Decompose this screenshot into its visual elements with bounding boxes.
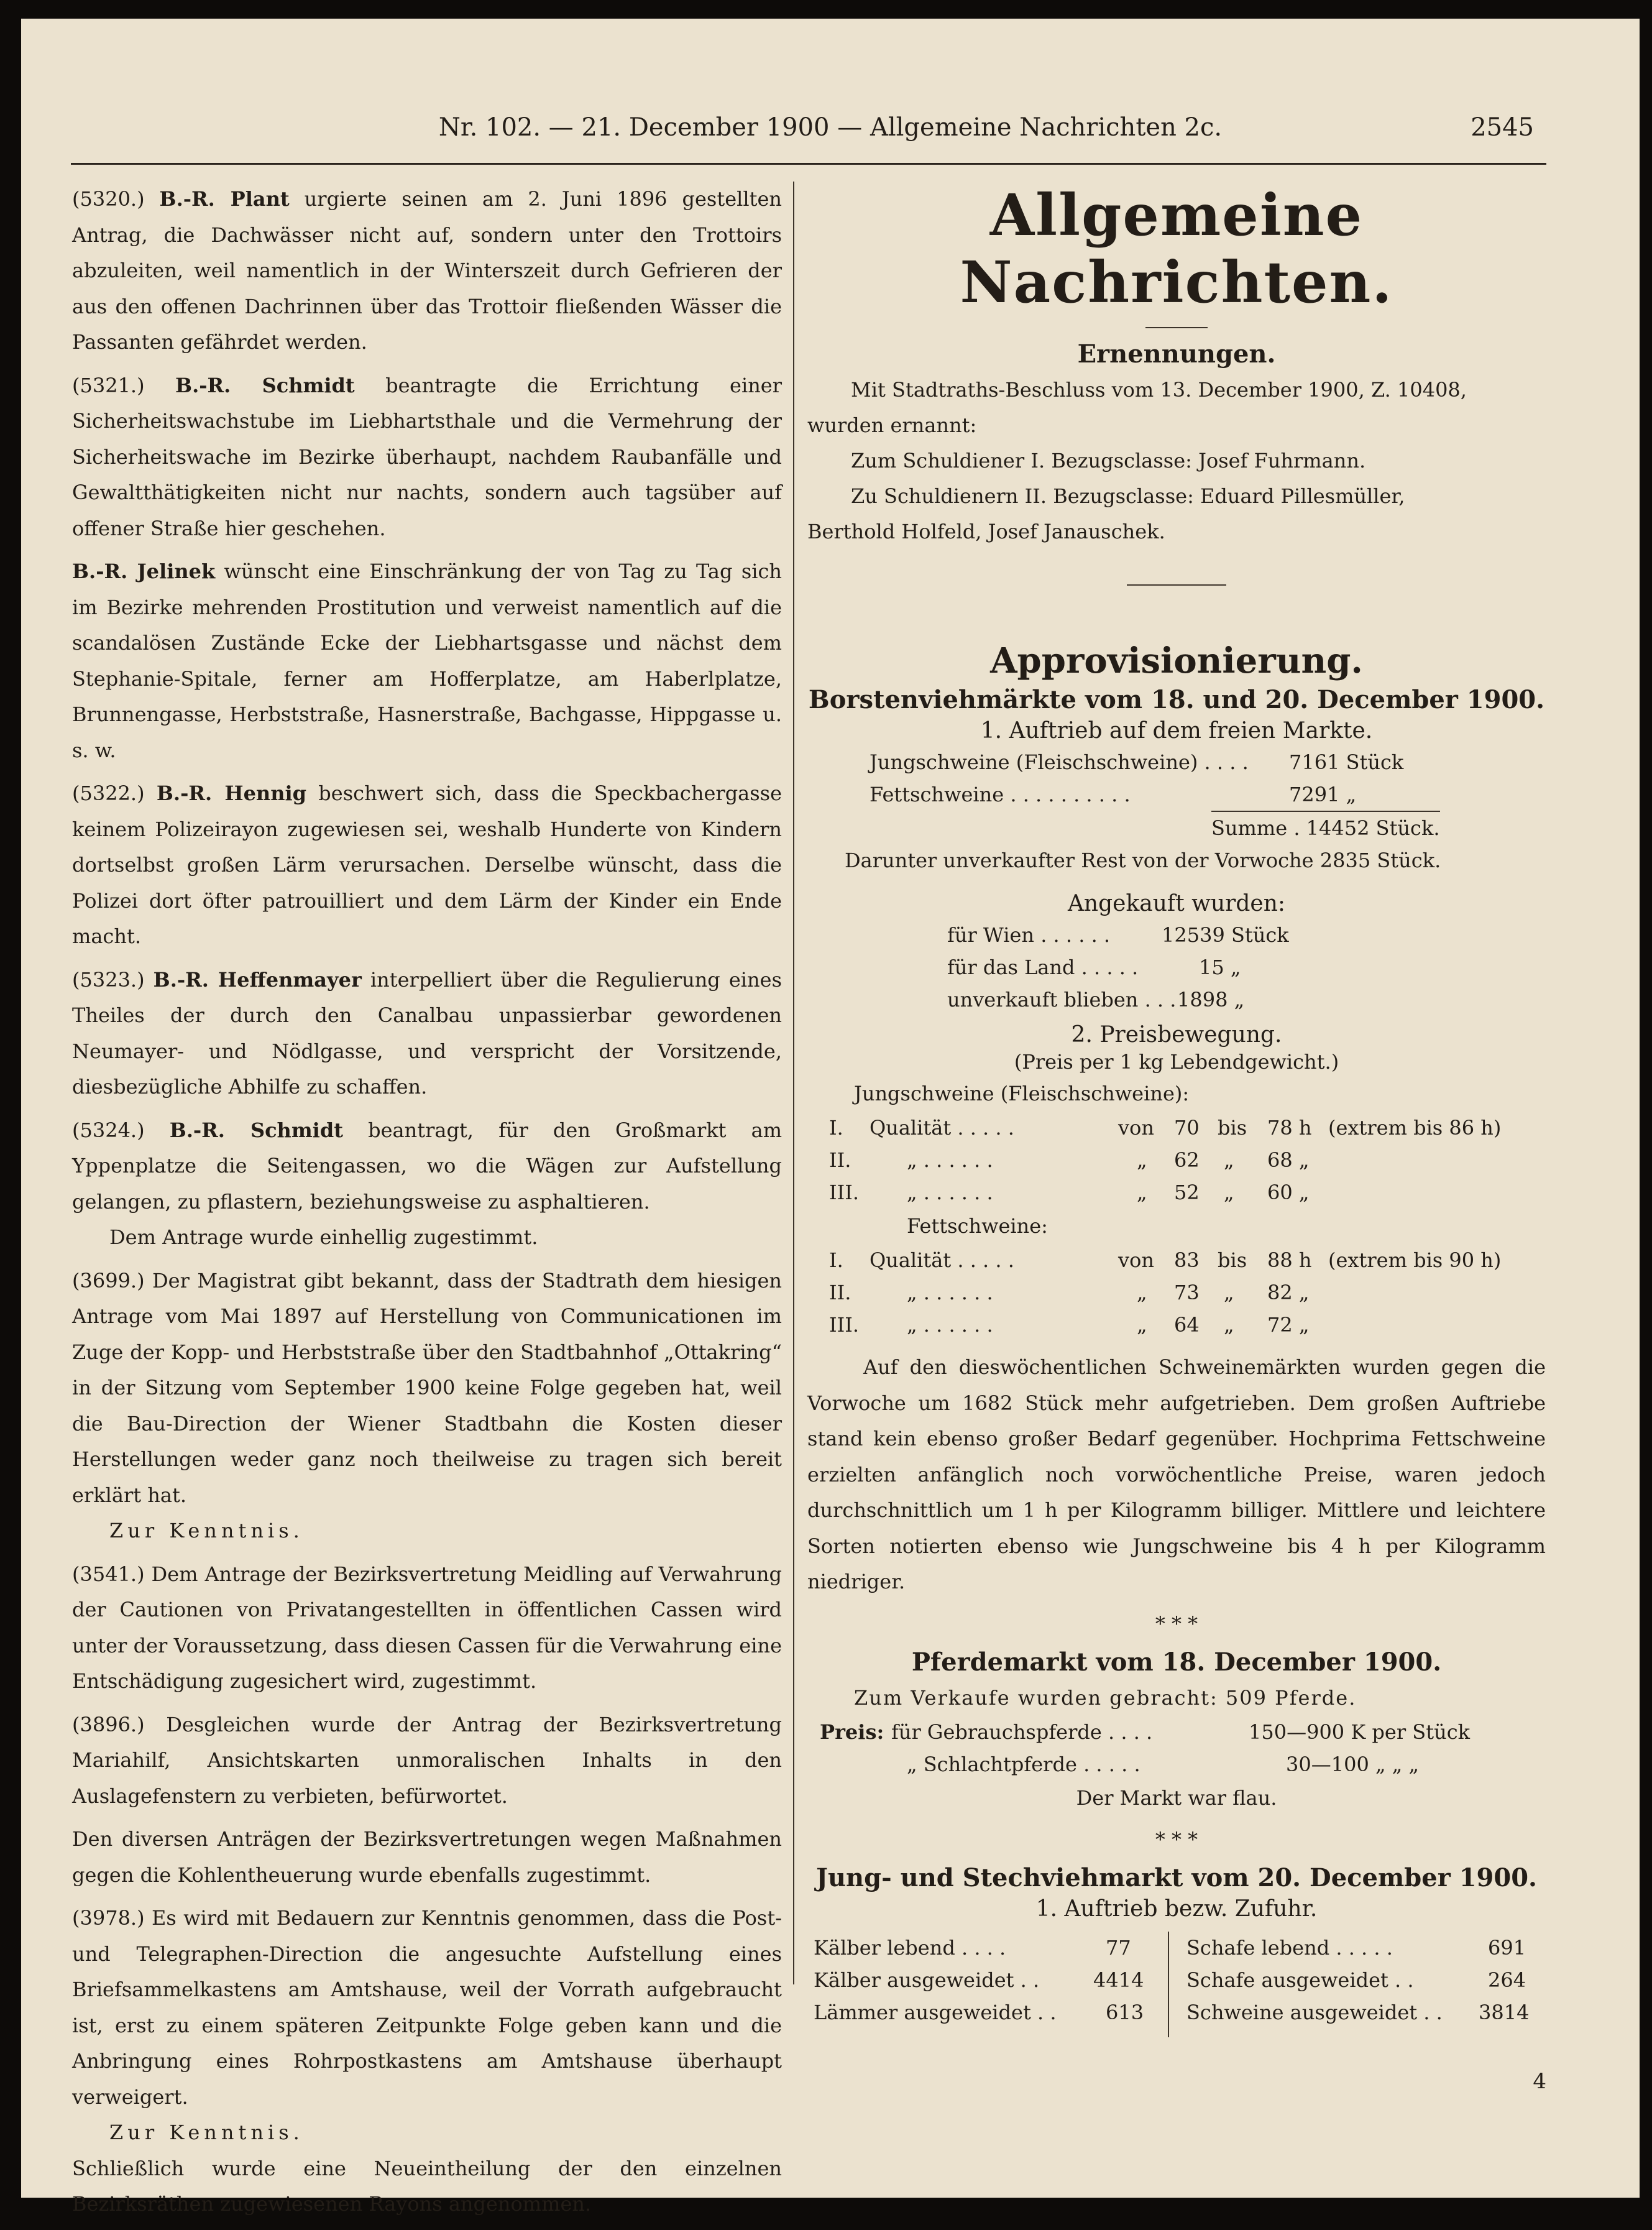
column-divider	[793, 182, 794, 1984]
paragraph-number: (5324.)	[72, 1118, 145, 1142]
approv-heading: Approvisionierung.	[990, 640, 1363, 681]
ernennungen-line: Berthold Holfeld, Josef Janauschek.	[807, 520, 1165, 543]
quality-label: „ . . . . . .	[907, 1148, 993, 1172]
price-row	[807, 1176, 1546, 1209]
ernennungen-line: Zum Schuldiener I. Bezugsclasse: Josef Fuhrmann.	[851, 449, 1366, 472]
ernennungen-line: Zu Schuldienern II. Bezugsclasse: Eduard Pillesmüller,	[851, 484, 1405, 508]
paragraph-text: beantragt, für den Großmarkt am Yppenplatze die Seitengassen, wo die Wägen zur Aufstellung gelangen, zu pflastern, beziehungsweise zu asphaltieren.	[72, 1118, 782, 1214]
row-label: Schweine ausgeweidet . .	[1186, 2000, 1443, 2024]
paragraph-text: urgierte seinen am 2. Juni 1896 gestellten Antrag, die Dachwässer nicht auf, sondern unter den Trottoirs abzuleiten, weil namentlich in der Winterszeit durch Gefrieren der aus den offenen Dachrinnen über das Trottoir fließenden Wässer die Passanten gefährdet werden.	[72, 187, 782, 354]
paragraph-final: Schließlich wurde eine Neueintheilung der den einzelnen Bezirksräthen zugewiesenen Rayons angenommen.	[72, 2156, 782, 2216]
row-value: 1898 „	[1177, 988, 1245, 1011]
row-value: 4414	[1093, 1968, 1144, 1992]
table-row	[807, 1964, 1546, 1996]
row-label: unverkauft blieben . . .	[947, 988, 1177, 1011]
paragraph-3978: (3978.) Es wird mit Bedauern zur Kenntnis genommen, dass die Post- und Telegraphen-Direction die angesuchte Aufstellung eines Briefsammelkastens am Amtshause, weil der Vorrath aufgebraucht ist, erst zu einem späteren Zeitpunkte Folge geben kann und die Anbringung eines Rohrpostkastens am Amtshause überhaupt verweigert.	[72, 1906, 782, 2109]
jung-stech-heading: Jung- und Stechviehmarkt vom 20. December 1900.	[816, 1863, 1537, 1892]
row-label: Fettschweine . . . . . . . . . .	[870, 783, 1131, 806]
header-rule	[71, 163, 1546, 165]
separator-stars: * * *	[1155, 1827, 1198, 1851]
signature-number: 4	[1533, 2069, 1546, 2094]
paragraph-5322	[72, 776, 782, 955]
to-label: bis	[1218, 1116, 1247, 1140]
paragraph-text: interpelliert über die Regulierung eines Theiles der durch den Canalbau unpassierbar gewordenen Neumayer- und Nödlgasse, und verspricht der Vorsitzende, diesbezügliche Abhilfe zu schaffen.	[72, 967, 782, 1099]
price-to: 78 h	[1267, 1116, 1312, 1140]
row-value: 264	[1488, 1968, 1526, 1992]
paragraph-text: beantragte die Errichtung einer Sicherheitswachstube im Liebhartsthale und die Vermehrung der Sicherheitswache im Bezirke überhaupt, nachdem Raubanfälle und Gewaltthätigkeiten nicht nur nachts, sondern auch tagsüber auf offener Straße hier geschehen.	[72, 373, 782, 540]
section-title: Allgemeine Nachrichten.	[960, 182, 1393, 316]
paragraph-number: (5323.)	[72, 967, 145, 992]
price-row	[807, 1309, 1546, 1341]
row-label: „ Schlachtpferde . . . . .	[907, 1752, 1140, 1776]
ernennungen-line: wurden ernannt:	[807, 413, 977, 437]
class-label: III.	[829, 1181, 860, 1204]
row-value: 613	[1106, 2000, 1144, 2024]
price-label: Preis:	[820, 1720, 884, 1744]
right-column	[807, 182, 1546, 2056]
from-label: von	[1118, 1248, 1154, 1272]
row-label: Kälber lebend . . . .	[814, 1935, 1006, 1960]
table-row	[807, 1932, 1546, 1964]
header-title: Nr. 102. — 21. December 1900 — Allgemeine Nachrichten 2c.	[438, 113, 1223, 142]
row-value: 30—100 „ „ „	[1286, 1752, 1420, 1776]
price-extreme: (extrem bis 90 h)	[1328, 1248, 1502, 1272]
newspaper-page	[21, 19, 1640, 2216]
auftrieb-row	[807, 746, 1546, 778]
angekauft-heading: Angekauft wurden:	[1067, 891, 1286, 916]
decision-unanimous: Dem Antrage wurde einhellig zugestimmt.	[109, 1225, 538, 1249]
auftrieb-row	[807, 778, 1546, 811]
ernennungen-heading: Ernennungen.	[1077, 339, 1276, 369]
quality-label: Qualität . . . . .	[870, 1248, 1014, 1272]
note-zur-kenntnis-1: Zur Kenntnis.	[109, 1519, 304, 1542]
preis-heading: 2. Preisbewegung.	[1071, 1022, 1282, 1048]
market-report: Auf den dieswöchentlichen Schweinemärkten wurden gegen die Vorwoche um 1682 Stück mehr aufgetrieben. Dem großen Auftriebe stand kein ebenso großer Bedarf gegenüber. Hochprima Fettschweine erzielten anfänglich noch vorwöchentliche Preise, waren jedoch durchschnittlich um 1 h per Kilogramm billiger. Mittlere und leichtere Sorten notierten ebenso wie Jungschweine bis 4 h per Kilogramm niedriger.	[807, 1355, 1546, 1593]
to-label: „	[1224, 1181, 1234, 1204]
to-label: „	[1224, 1313, 1234, 1337]
from-label: „	[1137, 1281, 1147, 1304]
price-extreme: (extrem bis 86 h)	[1328, 1116, 1502, 1140]
paragraph-kohlentheuerung: Den diversen Anträgen der Bezirksvertretungen wegen Maßnahmen gegen die Kohlentheuerung wurde ebenfalls zugestimmt.	[72, 1827, 782, 1887]
paragraph-text: beschwert sich, dass die Speckbachergasse keinem Polizeirayon zugewiesen sei, weshalb Hunderte von Kindern dortselbst großen Lärm verursachen. Derselbe wünscht, dass die Polizei dort öfter patrouilliert und dem Lärm der Kinder ein Ende macht.	[72, 781, 782, 948]
row-value: 7291 „	[1289, 783, 1357, 806]
preis-subheading: (Preis per 1 kg Lebendgewicht.)	[1014, 1050, 1339, 1074]
pferde-market-note: Der Markt war flau.	[1076, 1785, 1277, 1810]
row-label: Kälber ausgeweidet . .	[814, 1968, 1040, 1992]
row-value: 15 „	[1199, 956, 1241, 979]
note-zur-kenntnis-2: Zur Kenntnis.	[109, 2121, 304, 2144]
title-rule	[1145, 327, 1208, 328]
fett-label: Fettschweine:	[907, 1214, 1048, 1238]
darunter-line: Darunter unverkaufter Rest von der Vorwoche 2835 Stück.	[845, 849, 1441, 872]
paragraph-5321	[72, 368, 782, 547]
paragraph-3896: (3896.) Desgleichen wurde der Antrag der Bezirksvertretung Mariahilf, Ansichtskarten unmoralischen Inhalts in den Auslagefenstern zu verbieten, befürwortet.	[72, 1712, 782, 1808]
paragraph-3699: (3699.) Der Magistrat gibt bekannt, dass der Stadtrath dem hiesigen Antrage vom Mai 1897 auf Herstellung von Communicationen im Zuge der Kopp- und Herbststraße über den Stadtbahnhof „Ottakring“ in der Sitzung vom September 1900 keine Folge gegeben hat, weil die Bau-Direction der Wiener Stadtbahn die Kosten dieser Herstellungen weder ganz noch theilweise zu tragen sich bereit erklärt hat.	[72, 1268, 782, 1507]
price-to: 72 „	[1267, 1313, 1310, 1337]
jung-label: Jungschweine (Fleischschweine):	[854, 1082, 1190, 1105]
ernennungen-line: Mit Stadtraths-Beschluss vom 13. December 1900, Z. 10408,	[851, 378, 1467, 402]
pferde-heading: Pferdemarkt vom 18. December 1900.	[911, 1647, 1442, 1677]
price-to: 68 „	[1267, 1148, 1310, 1172]
row-value: 77	[1106, 1935, 1131, 1960]
angekauft-row	[807, 919, 1546, 951]
speaker-name: B.-R. Schmidt	[175, 373, 355, 397]
from-label: „	[1137, 1313, 1147, 1337]
row-value: 12539 Stück	[1162, 923, 1289, 947]
class-label: I.	[829, 1116, 843, 1140]
jung-stech-subheading: 1. Auftrieb bezw. Zufuhr.	[1035, 1896, 1318, 1922]
row-label: Schafe lebend . . . . .	[1186, 1935, 1393, 1960]
paragraph-number: (5321.)	[72, 373, 145, 397]
separator-stars: * * *	[1155, 1611, 1198, 1636]
speaker-name: B.-R. Jelinek	[72, 560, 216, 583]
row-label: Lämmer ausgeweidet . .	[814, 2000, 1057, 2024]
to-label: „	[1224, 1148, 1234, 1172]
borsten-heading: Borstenviehmärkte vom 18. und 20. December 1900.	[808, 685, 1545, 714]
from-label: von	[1118, 1116, 1154, 1140]
price-row	[807, 1112, 1546, 1144]
angekauft-row	[807, 951, 1546, 984]
price-from: 83	[1174, 1248, 1200, 1272]
row-label: Jungschweine (Fleischschweine) . . . .	[870, 750, 1249, 774]
from-label: „	[1137, 1148, 1147, 1172]
summe-row	[807, 811, 1546, 843]
price-row	[807, 1276, 1546, 1309]
page-number: 2545	[1471, 113, 1534, 142]
quality-label: „ . . . . . .	[907, 1181, 993, 1204]
class-label: III.	[829, 1313, 860, 1337]
table-row	[807, 1996, 1546, 2029]
row-label: Schafe ausgeweidet . .	[1186, 1968, 1414, 1992]
page-header	[21, 113, 1640, 157]
price-row	[807, 1144, 1546, 1176]
paragraph-5323	[72, 962, 782, 1105]
price-to: 88 h	[1267, 1248, 1312, 1272]
class-label: II.	[829, 1281, 851, 1304]
speaker-name: B.-R. Plant	[159, 187, 290, 211]
price-from: 62	[1174, 1148, 1200, 1172]
row-label: für das Land . . . . .	[947, 956, 1139, 979]
price-from: 73	[1174, 1281, 1200, 1304]
paragraph-5324	[72, 1113, 782, 1220]
paragraph-text: wünscht eine Einschränkung der von Tag zu Tag sich im Bezirke mehrenden Prostitution und verweist namentlich auf die scandalösen Zustände Ecke der Liebhartsgasse und nächst dem Stephanie-Spitale, ferner am Hofferplatze, am Haberlplatze, Brunnengasse, Herbststraße, Hasnerstraße, Bachgasse, Hippgasse u. s. w.	[72, 560, 782, 762]
pferde-intro: Zum Verkaufe wurden gebracht: 509 Pferde.	[854, 1685, 1357, 1710]
class-label: II.	[829, 1148, 851, 1172]
angekauft-row	[807, 984, 1546, 1016]
quality-label: „ . . . . . .	[907, 1281, 993, 1304]
section-rule	[1127, 584, 1226, 586]
to-label: bis	[1218, 1248, 1247, 1272]
pferde-price-row	[807, 1716, 1546, 1748]
speaker-name: B.-R. Schmidt	[169, 1118, 343, 1142]
auftrieb-heading: 1. Auftrieb auf dem freien Markte.	[980, 718, 1373, 744]
quality-label: „ . . . . . .	[907, 1313, 993, 1337]
supply-table	[807, 1932, 1546, 2056]
paragraph-5320	[72, 182, 782, 361]
price-row	[807, 1244, 1546, 1276]
price-from: 70	[1174, 1116, 1200, 1140]
price-from: 52	[1174, 1181, 1200, 1204]
price-to: 82 „	[1267, 1281, 1310, 1304]
from-label: „	[1137, 1181, 1147, 1204]
row-label: für Wien . . . . . .	[947, 923, 1111, 947]
price-to: 60 „	[1267, 1181, 1310, 1204]
to-label: „	[1224, 1281, 1234, 1304]
paragraph-3541: (3541.) Dem Antrage der Bezirksvertretung Meidling auf Verwahrung der Cautionen von Privatangestellten in öffentlichen Cassen wird unter der Voraussetzung, dass diesen Cassen für die Verwahrung eine Entschädigung zugesichert wird, zugestimmt.	[72, 1562, 782, 1693]
class-label: I.	[829, 1248, 843, 1272]
speaker-name: B.-R. Hennig	[156, 781, 306, 805]
left-column	[72, 182, 782, 2230]
speaker-name: B.-R. Heffenmayer	[153, 967, 362, 992]
paragraph-number: (5322.)	[72, 781, 145, 805]
summe-value: Summe . 14452 Stück.	[1211, 811, 1440, 844]
row-label: für Gebrauchspferde . . . .	[891, 1720, 1153, 1744]
row-value: 691	[1488, 1935, 1526, 1960]
row-value: 150—900 K per Stück	[1249, 1720, 1470, 1744]
pferde-price-row	[807, 1748, 1546, 1781]
price-from: 64	[1174, 1313, 1200, 1337]
paragraph-jelinek	[72, 554, 782, 768]
quality-label: Qualität . . . . .	[870, 1116, 1014, 1140]
row-value: 7161 Stück	[1289, 750, 1404, 774]
row-value: 3814	[1479, 2000, 1530, 2024]
paragraph-number: (5320.)	[72, 187, 145, 211]
